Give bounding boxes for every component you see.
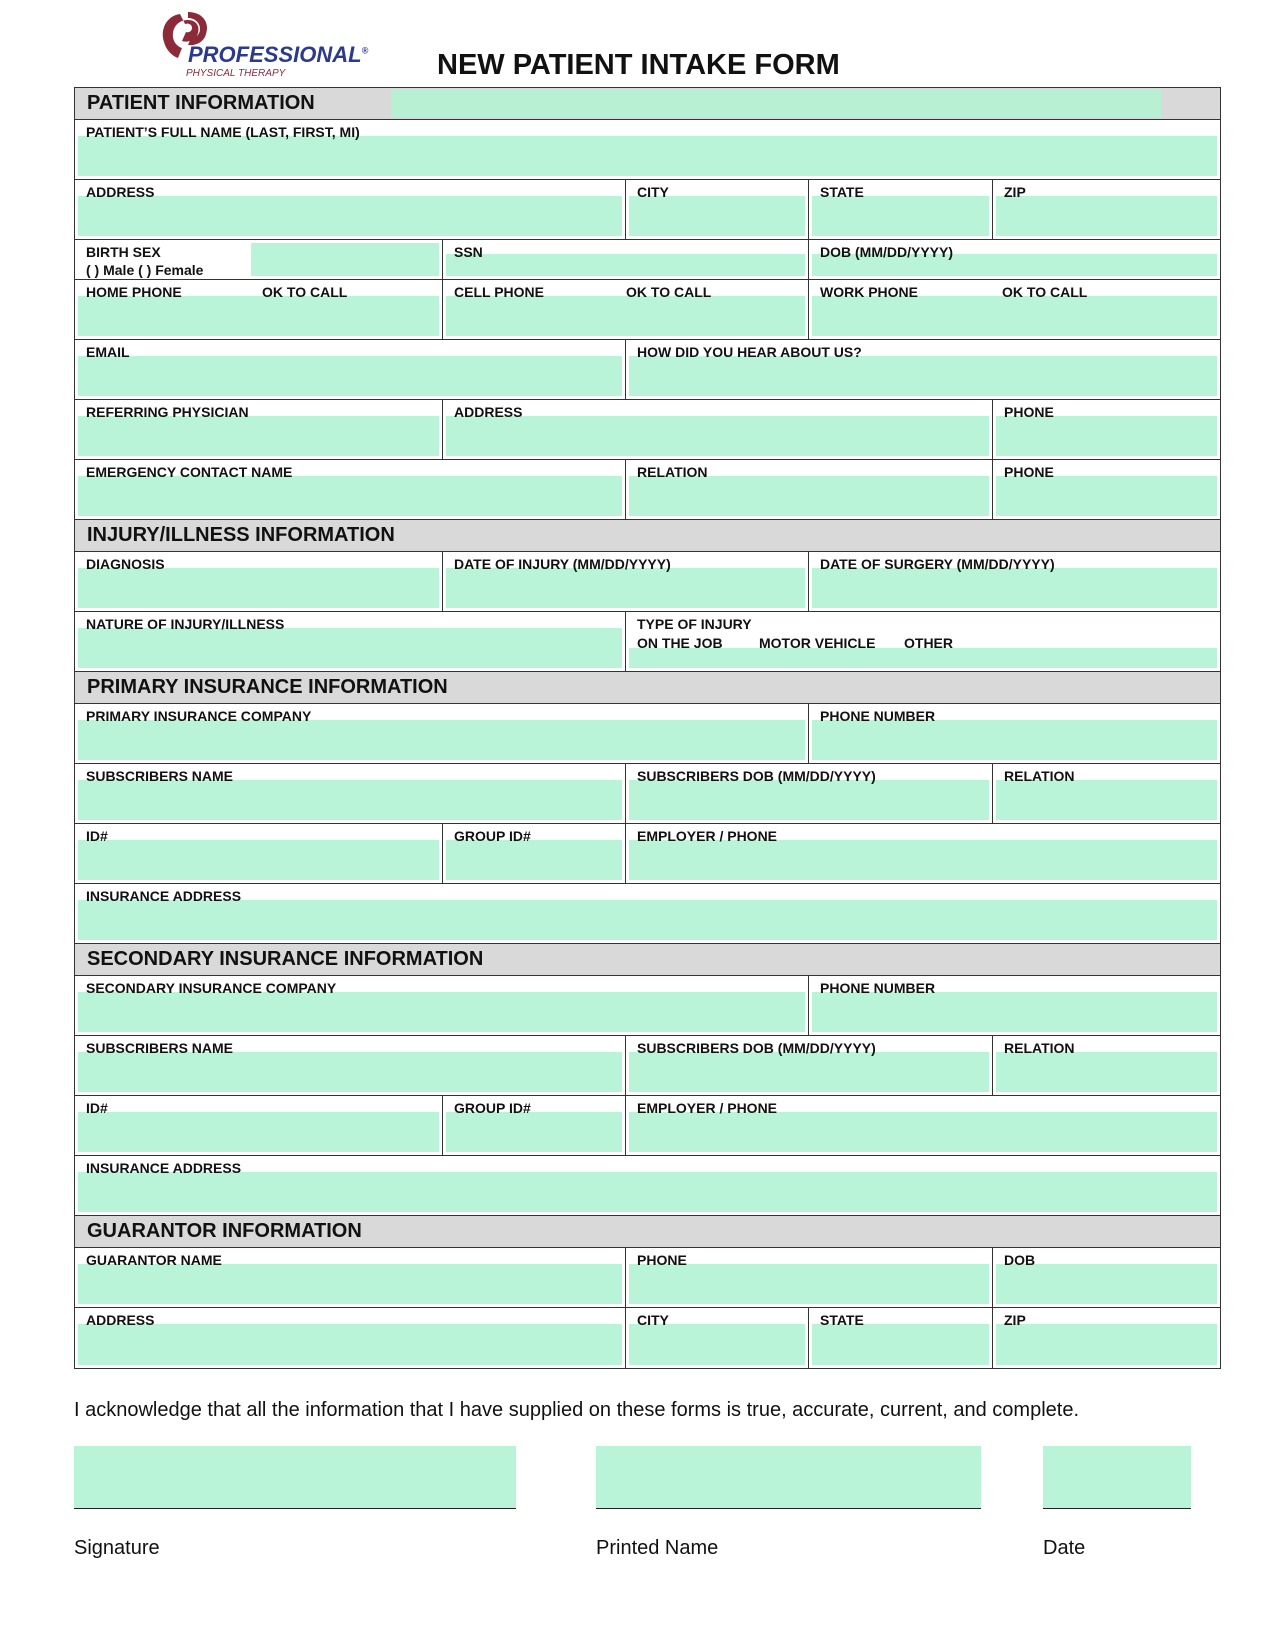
printed-name-label: Printed Name [596, 1537, 719, 1559]
row-nature [75, 612, 1220, 672]
guarantor-name-field[interactable] [78, 1264, 622, 1304]
field-label: PRIMARY INSURANCE COMPANY [86, 708, 312, 724]
row-secondary-subscriber [75, 1036, 1220, 1096]
section-title: PATIENT INFORMATION [87, 92, 315, 114]
field-label: CITY [637, 1312, 669, 1328]
field-label: STATE [820, 1312, 864, 1328]
emergency-name-field[interactable] [78, 476, 622, 516]
section-header-guarantor [75, 1216, 1220, 1248]
emergency-relation-cell [626, 460, 993, 519]
acknowledgement-text: I acknowledge that all the information that I have supplied on these forms is true, accurate, current, and complete. [74, 1399, 1079, 1421]
ssn-field[interactable] [446, 254, 805, 276]
row-diagnosis [75, 552, 1220, 612]
field-label: EMPLOYER / PHONE [637, 828, 778, 844]
field-label: HOW DID YOU HEAR ABOUT US? [637, 344, 862, 360]
date-injury-cell [443, 552, 809, 611]
primary-ins-address-field[interactable] [78, 900, 1217, 940]
emergency-phone-field[interactable] [996, 476, 1217, 516]
work-phone-field[interactable] [812, 296, 1217, 336]
row-birth-sex [75, 240, 1220, 280]
email-field[interactable] [78, 356, 622, 396]
option-motor-vehicle[interactable]: MOTOR VEHICLE [759, 635, 876, 651]
guarantor-state-field[interactable] [812, 1324, 989, 1365]
field-label: INSURANCE ADDRESS [86, 1160, 242, 1176]
field-label: PHONE [1004, 404, 1054, 420]
field-label: DOB [1004, 1252, 1036, 1268]
address-field[interactable] [78, 196, 622, 236]
primary-id-cell [75, 824, 443, 883]
section-header-injury [75, 520, 1220, 552]
section-title: PRIMARY INSURANCE INFORMATION [87, 676, 448, 698]
guarantor-city-cell [626, 1308, 809, 1368]
field-label: DIAGNOSIS [86, 556, 165, 572]
secondary-subscriber-name-cell [75, 1036, 626, 1095]
secondary-ins-address-cell [75, 1156, 1220, 1215]
field-label: SECONDARY INSURANCE COMPANY [86, 980, 337, 996]
row-guarantor-address [75, 1308, 1220, 1368]
referring-address-field[interactable] [446, 416, 989, 456]
date-surgery-cell [809, 552, 1220, 611]
emergency-phone-cell [993, 460, 1220, 519]
zip-cell [993, 180, 1220, 239]
address-cell [75, 180, 626, 239]
section-title: GUARANTOR INFORMATION [87, 1220, 362, 1242]
nature-cell [75, 612, 626, 671]
secondary-employer-field[interactable] [629, 1112, 1217, 1152]
field-label: DATE OF INJURY (MM/DD/YYYY) [454, 556, 671, 572]
field-label: SSN [454, 244, 483, 260]
primary-subscriber-dob-cell [626, 764, 993, 823]
secondary-subscriber-dob-cell [626, 1036, 993, 1095]
referring-address-cell [443, 400, 993, 459]
field-label: RELATION [637, 464, 708, 480]
company-logo [158, 8, 369, 82]
field-label: SUBSCRIBERS NAME [86, 768, 234, 784]
intake-form [74, 87, 1221, 1369]
date-line [1043, 1508, 1191, 1509]
field-label: ID# [86, 1100, 108, 1116]
row-primary-ids [75, 824, 1220, 884]
date-surgery-field[interactable] [812, 568, 1217, 608]
primary-employer-cell [626, 824, 1220, 883]
field-label: GROUP ID# [454, 828, 531, 844]
ok-to-call-label: OK TO CALL [626, 284, 712, 300]
guarantor-phone-field[interactable] [629, 1264, 989, 1304]
guarantor-dob-cell [993, 1248, 1220, 1307]
guarantor-name-cell [75, 1248, 626, 1307]
emergency-name-cell [75, 460, 626, 519]
field-label: PHONE NUMBER [820, 980, 936, 996]
signature-line [74, 1508, 516, 1509]
ok-to-call-label: OK TO CALL [262, 284, 348, 300]
date-injury-field[interactable] [446, 568, 805, 608]
field-label: SUBSCRIBERS DOB (MM/DD/YYYY) [637, 768, 876, 784]
row-full-name [75, 120, 1220, 180]
row-secondary-company [75, 976, 1220, 1036]
primary-employer-field[interactable] [629, 840, 1217, 880]
primary-relation-cell [993, 764, 1220, 823]
option-on-the-job[interactable]: ON THE JOB [637, 635, 723, 651]
primary-subscriber-dob-field[interactable] [629, 780, 989, 820]
guarantor-dob-field[interactable] [996, 1264, 1217, 1304]
secondary-relation-cell [993, 1036, 1220, 1095]
primary-subscriber-name-field[interactable] [78, 780, 622, 820]
field-label: ID# [86, 828, 108, 844]
field-label: ADDRESS [454, 404, 523, 420]
city-field[interactable] [629, 196, 805, 236]
zip-field[interactable] [996, 196, 1217, 236]
sex-options[interactable]: ( ) Male ( ) Female [86, 262, 204, 278]
secondary-id-cell [75, 1096, 443, 1155]
city-cell [626, 180, 809, 239]
birth-sex-field[interactable] [251, 243, 439, 276]
field-label: DATE OF SURGERY (MM/DD/YYYY) [820, 556, 1055, 572]
state-cell [809, 180, 993, 239]
printed-name-field[interactable] [596, 1446, 981, 1508]
field-label: REFERRING PHYSICIAN [86, 404, 249, 420]
section-title: SECONDARY INSURANCE INFORMATION [87, 948, 484, 970]
section-title: INJURY/ILLNESS INFORMATION [87, 524, 395, 546]
signature-label: Signature [74, 1537, 160, 1559]
state-field[interactable] [812, 196, 989, 236]
row-primary-company [75, 704, 1220, 764]
field-label: GROUP ID# [454, 1100, 531, 1116]
primary-group-id-field[interactable] [446, 840, 622, 880]
primary-relation-field[interactable] [996, 780, 1217, 820]
field-label: PHONE [1004, 464, 1054, 480]
row-secondary-ins-address [75, 1156, 1220, 1216]
ssn-cell [443, 240, 809, 279]
emergency-relation-field[interactable] [629, 476, 989, 516]
logo-wordmark: PROFESSIONAL® [188, 42, 369, 67]
field-label: STATE [820, 184, 864, 200]
injury-type-field[interactable] [629, 648, 1217, 668]
row-primary-ins-address [75, 884, 1220, 944]
row-address [75, 180, 1220, 240]
field-label: EMAIL [86, 344, 130, 360]
guarantor-address-cell [75, 1308, 626, 1368]
header-fill-field[interactable] [391, 89, 1161, 117]
secondary-subscriber-name-field[interactable] [78, 1052, 622, 1092]
field-label: NATURE OF INJURY/ILLNESS [86, 616, 285, 632]
field-label: TYPE OF INJURY [637, 616, 752, 632]
section-header-primary-insurance [75, 672, 1220, 704]
field-label: PHONE NUMBER [820, 708, 936, 724]
row-email [75, 340, 1220, 400]
full-name-field[interactable] [78, 136, 1217, 176]
section-header-patient [75, 88, 1220, 120]
primary-company-field[interactable] [78, 720, 805, 760]
field-label: ADDRESS [86, 184, 155, 200]
form-title: NEW PATIENT INTAKE FORM [437, 49, 840, 81]
hear-about-cell [626, 340, 1220, 399]
signature-field[interactable] [74, 1446, 516, 1508]
primary-group-id-cell [443, 824, 626, 883]
secondary-phone-field[interactable] [812, 992, 1217, 1032]
primary-company-cell [75, 704, 809, 763]
secondary-group-id-field[interactable] [446, 1112, 622, 1152]
secondary-company-field[interactable] [78, 992, 805, 1032]
guarantor-zip-cell [993, 1308, 1220, 1368]
primary-subscriber-name-cell [75, 764, 626, 823]
logo-subtitle: PHYSICAL THERAPY [186, 68, 286, 79]
work-phone-cell [809, 280, 1220, 339]
row-referring [75, 400, 1220, 460]
guarantor-state-cell [809, 1308, 993, 1368]
dob-cell [809, 240, 1220, 279]
diagnosis-field[interactable] [78, 568, 439, 608]
primary-phone-cell [809, 704, 1220, 763]
referring-phone-cell [993, 400, 1220, 459]
primary-id-field[interactable] [78, 840, 439, 880]
diagnosis-cell [75, 552, 443, 611]
guarantor-city-field[interactable] [629, 1324, 805, 1365]
secondary-id-field[interactable] [78, 1112, 439, 1152]
email-cell [75, 340, 626, 399]
field-label: ZIP [1004, 184, 1026, 200]
secondary-ins-address-field[interactable] [78, 1172, 1217, 1212]
row-emergency [75, 460, 1220, 520]
field-label: SUBSCRIBERS DOB (MM/DD/YYYY) [637, 1040, 876, 1056]
field-label: ADDRESS [86, 1312, 155, 1328]
primary-ins-address-cell [75, 884, 1220, 943]
field-label: RELATION [1004, 1040, 1075, 1056]
field-label: CITY [637, 184, 669, 200]
field-label: GUARANTOR NAME [86, 1252, 222, 1268]
printed-name-line [596, 1508, 981, 1509]
section-header-secondary-insurance [75, 944, 1220, 976]
referring-physician-cell [75, 400, 443, 459]
birth-sex-cell [75, 240, 443, 279]
row-guarantor-name [75, 1248, 1220, 1308]
nature-field[interactable] [78, 628, 622, 668]
field-label: CELL PHONE [454, 284, 544, 300]
home-phone-field[interactable] [78, 296, 439, 336]
referring-phone-field[interactable] [996, 416, 1217, 456]
row-secondary-ids [75, 1096, 1220, 1156]
secondary-employer-cell [626, 1096, 1220, 1155]
field-label: DOB (MM/DD/YYYY) [820, 244, 953, 260]
home-phone-cell [75, 280, 443, 339]
field-label: WORK PHONE [820, 284, 918, 300]
field-label: PATIENT’S FULL NAME (LAST, FIRST, MI) [86, 124, 360, 140]
primary-phone-field[interactable] [812, 720, 1217, 760]
row-primary-subscriber [75, 764, 1220, 824]
field-label: ZIP [1004, 1312, 1026, 1328]
date-field[interactable] [1043, 1446, 1191, 1508]
field-label: HOME PHONE [86, 284, 182, 300]
cell-phone-field[interactable] [446, 296, 805, 336]
secondary-phone-cell [809, 976, 1220, 1035]
date-label: Date [1043, 1537, 1086, 1559]
ok-to-call-label: OK TO CALL [1002, 284, 1088, 300]
secondary-group-id-cell [443, 1096, 626, 1155]
field-label: BIRTH SEX [86, 244, 161, 260]
guarantor-zip-field[interactable] [996, 1324, 1217, 1365]
field-label: EMPLOYER / PHONE [637, 1100, 778, 1116]
secondary-company-cell [75, 976, 809, 1035]
guarantor-phone-cell [626, 1248, 993, 1307]
cell-phone-cell [443, 280, 809, 339]
field-label: EMERGENCY CONTACT NAME [86, 464, 293, 480]
referring-physician-field[interactable] [78, 416, 439, 456]
hear-about-field[interactable] [629, 356, 1217, 396]
option-other[interactable]: OTHER [904, 635, 953, 651]
field-label: RELATION [1004, 768, 1075, 784]
secondary-subscriber-dob-field[interactable] [629, 1052, 989, 1092]
field-label: INSURANCE ADDRESS [86, 888, 242, 904]
injury-type-cell [626, 612, 1220, 671]
field-label: SUBSCRIBERS NAME [86, 1040, 234, 1056]
row-phones [75, 280, 1220, 340]
secondary-relation-field[interactable] [996, 1052, 1217, 1092]
full-name-cell [75, 120, 1220, 179]
guarantor-address-field[interactable] [78, 1324, 622, 1365]
field-label: PHONE [637, 1252, 687, 1268]
